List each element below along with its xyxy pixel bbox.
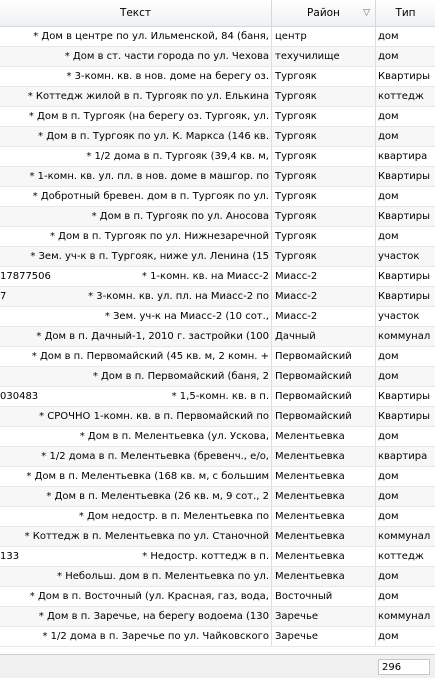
cell-text-value: * Добротный бревен. дом в п. Тургояк по ул. xyxy=(32,191,269,202)
cell-district[interactable]: Первомайский xyxy=(272,367,376,386)
cell-text-value: * Дом в п. Тургояк по ул. Нижнезаречной xyxy=(49,231,269,242)
table-row[interactable] xyxy=(0,167,435,187)
column-header-district[interactable] xyxy=(272,0,376,26)
cell-text[interactable] xyxy=(0,327,272,346)
cell-text-value: * Зем. уч-к на Миасс-2 (10 сот., xyxy=(104,311,269,322)
cell-type[interactable]: Квартиры xyxy=(378,411,431,422)
cell-text-value: * Дом в п. Мелентьевка (26 кв. м, 9 сот., 2 xyxy=(46,491,269,502)
cell-district[interactable]: Тургояк xyxy=(272,207,376,226)
cell-district[interactable]: Тургояк xyxy=(272,147,376,166)
cell-district[interactable]: Миасс-2 xyxy=(272,267,376,286)
table-row[interactable] xyxy=(0,567,435,587)
cell-text-value: * Дом в п. Тургояк по ул. К. Маркса (146 кв. xyxy=(38,131,269,142)
cell-district[interactable]: Первомайский xyxy=(272,387,376,406)
cell-type[interactable]: Квартиры xyxy=(378,271,431,282)
cell-district[interactable]: Тургояк xyxy=(272,187,376,206)
cell-type[interactable]: дом xyxy=(378,471,399,482)
cell-type[interactable]: Квартиры xyxy=(378,291,431,302)
cell-text[interactable] xyxy=(0,247,272,266)
table-row[interactable] xyxy=(0,427,435,447)
cell-type[interactable]: Квартиры xyxy=(378,71,431,82)
cell-type[interactable]: Квартиры xyxy=(378,391,431,402)
cell-text-value: * Дом в п. Дачный-1, 2010 г. застройки (100 xyxy=(36,331,269,342)
cell-text[interactable] xyxy=(0,607,272,626)
cell-district[interactable]: Тургояк xyxy=(272,167,376,186)
cell-type[interactable]: участок xyxy=(378,311,420,322)
cell-type[interactable]: коттедж xyxy=(378,91,424,102)
table-row[interactable] xyxy=(0,527,435,547)
table-row[interactable] xyxy=(0,227,435,247)
column-header-text[interactable] xyxy=(0,0,272,26)
cell-text[interactable] xyxy=(0,487,272,506)
table-row[interactable] xyxy=(0,187,435,207)
cell-district[interactable]: Заречье xyxy=(272,627,376,646)
table-row[interactable] xyxy=(0,447,435,467)
cell-type[interactable]: участок xyxy=(378,251,420,262)
cell-type[interactable]: дом xyxy=(378,351,399,362)
table-row[interactable] xyxy=(0,467,435,487)
table-row[interactable] xyxy=(0,107,435,127)
cell-text-value: * Дом в п. Заречье, на берегу водоема (130 xyxy=(38,611,269,622)
cell-text-value: * Дом недостр. в п. Мелентьевка по xyxy=(78,511,269,522)
cell-type[interactable]: квартира xyxy=(378,451,428,462)
cell-text-value: * Небольш. дом в п. Мелентьевка по ул. xyxy=(57,571,269,582)
cell-text-overflow-prefix: 7 xyxy=(0,291,7,302)
cell-text-value: * Дом в п. Восточный (ул. Красная, газ, вода, xyxy=(29,591,269,602)
cell-district[interactable]: Дачный xyxy=(272,327,376,346)
table-row[interactable] xyxy=(0,47,435,67)
table-row[interactable] xyxy=(0,267,435,287)
column-header-row xyxy=(0,0,435,27)
cell-text-value: * Дом в п. Тургояк (на берегу оз. Тургояк, ул. xyxy=(28,111,269,122)
cell-text[interactable] xyxy=(0,567,272,586)
table-row[interactable] xyxy=(0,27,435,47)
cell-district[interactable]: Первомайский xyxy=(272,347,376,366)
cell-text[interactable] xyxy=(0,347,272,366)
cell-text-value: * 1-комн. кв. на Миасс-2 xyxy=(141,271,269,282)
table-row[interactable] xyxy=(0,587,435,607)
cell-text[interactable] xyxy=(0,147,272,166)
cell-text[interactable] xyxy=(0,207,272,226)
cell-text[interactable] xyxy=(0,107,272,126)
table-row[interactable] xyxy=(0,287,435,307)
cell-text[interactable] xyxy=(0,47,272,66)
cell-text[interactable] xyxy=(0,287,272,306)
cell-district[interactable]: Первомайский xyxy=(272,407,376,426)
cell-text[interactable] xyxy=(0,527,272,546)
cell-district[interactable]: Мелентьевка xyxy=(272,567,376,586)
cell-district[interactable]: Мелентьевка xyxy=(272,487,376,506)
cell-text-value: * 3-комн. кв. ул. пл. на Миасс-2 по xyxy=(88,291,269,302)
cell-type[interactable]: дом xyxy=(378,31,399,42)
table-row[interactable] xyxy=(0,307,435,327)
column-header-type[interactable] xyxy=(376,0,435,26)
cell-text[interactable] xyxy=(0,427,272,446)
table-row[interactable] xyxy=(0,147,435,167)
cell-text-value: * Недостр. коттедж в п. xyxy=(142,551,269,562)
cell-district[interactable]: Мелентьевка xyxy=(272,507,376,526)
table-row[interactable] xyxy=(0,127,435,147)
table-row[interactable] xyxy=(0,627,435,647)
cell-text-value: * 1/2 дома в п. Тургояк (39,4 кв. м, xyxy=(86,151,269,162)
cell-text-value: * Дом в ст. части города по ул. Чехова xyxy=(64,51,269,62)
cell-type[interactable]: дом xyxy=(378,131,399,142)
cell-district[interactable]: Тургояк xyxy=(272,247,376,266)
cell-district[interactable]: Мелентьевка xyxy=(272,547,376,566)
table-row[interactable] xyxy=(0,487,435,507)
cell-text-value: * Зем. уч-к в п. Тургояк, ниже ул. Ленина (15 xyxy=(30,251,269,262)
cell-type[interactable]: дом xyxy=(378,371,399,382)
table-row[interactable] xyxy=(0,407,435,427)
cell-type[interactable]: квартира xyxy=(378,151,428,162)
cell-district[interactable]: Тургояк xyxy=(272,127,376,146)
cell-text[interactable] xyxy=(0,467,272,486)
cell-type[interactable]: дом xyxy=(378,51,399,62)
table-row[interactable] xyxy=(0,87,435,107)
cell-district[interactable]: Тургояк xyxy=(272,87,376,106)
table-row[interactable] xyxy=(0,67,435,87)
cell-type[interactable]: Квартиры xyxy=(378,171,431,182)
cell-text-value: * Дом в п. Мелентьевка (168 кв. м, с большим xyxy=(26,471,269,482)
cell-text[interactable] xyxy=(0,627,272,646)
cell-text[interactable] xyxy=(0,187,272,206)
table-row[interactable] xyxy=(0,207,435,227)
table-row[interactable] xyxy=(0,347,435,367)
sort-down-icon[interactable]: ▽ xyxy=(363,8,370,18)
cell-text-value: * Дом в п. Тургояк по ул. Аносова xyxy=(91,211,269,222)
cell-text[interactable] xyxy=(0,167,272,186)
cell-district[interactable]: центр xyxy=(272,27,376,46)
cell-district[interactable]: Мелентьевка xyxy=(272,427,376,446)
cell-district[interactable]: Мелентьевка xyxy=(272,447,376,466)
cell-type[interactable]: дом xyxy=(378,231,399,242)
cell-type[interactable]: коммунал xyxy=(378,531,431,542)
table-row[interactable] xyxy=(0,327,435,347)
table-body xyxy=(0,27,435,647)
cell-text[interactable] xyxy=(0,387,272,406)
cell-district[interactable]: Тургояк xyxy=(272,67,376,86)
table-row[interactable] xyxy=(0,607,435,627)
cell-district[interactable]: Заречье xyxy=(272,607,376,626)
cell-type[interactable]: дом xyxy=(378,631,399,642)
cell-text-value: * 3-комн. кв. в нов. доме на берегу оз. xyxy=(66,71,269,82)
cell-text[interactable] xyxy=(0,447,272,466)
cell-type[interactable]: дом xyxy=(378,491,399,502)
cell-type[interactable]: дом xyxy=(378,591,399,602)
cell-type[interactable]: коммунал xyxy=(378,611,431,622)
cell-text[interactable] xyxy=(0,27,272,46)
cell-type[interactable]: коммунал xyxy=(378,331,431,342)
cell-district[interactable]: Мелентьевка xyxy=(272,527,376,546)
cell-text-value: * 1/2 дома в п. Заречье по ул. Чайковского xyxy=(42,631,269,642)
cell-text-overflow-prefix: 17877506 xyxy=(0,271,51,282)
cell-text[interactable] xyxy=(0,367,272,386)
table-row[interactable] xyxy=(0,507,435,527)
cell-text-value: * 1/2 дома в п. Мелентьевка (бревенч., е/о, xyxy=(41,451,269,462)
cell-district[interactable]: техучилище xyxy=(272,47,376,66)
cell-text-overflow-prefix: 030483 xyxy=(0,391,39,402)
cell-type[interactable]: Квартиры xyxy=(378,211,431,222)
column-header-district-label: Район xyxy=(307,7,340,19)
cell-text[interactable] xyxy=(0,307,272,326)
column-header-type-label: Тип xyxy=(395,7,416,19)
cell-district[interactable]: Мелентьевка xyxy=(272,467,376,486)
cell-district[interactable]: Восточный xyxy=(272,587,376,606)
cell-type[interactable]: коттедж xyxy=(378,551,424,562)
cell-text[interactable] xyxy=(0,227,272,246)
cell-type[interactable]: дом xyxy=(378,431,399,442)
cell-district[interactable]: Тургояк xyxy=(272,227,376,246)
cell-text[interactable] xyxy=(0,507,272,526)
cell-text-value: * Дом в п. Мелентьевка (ул. Ускова, xyxy=(79,431,269,442)
cell-text-value: * 1-комн. кв. ул. пл. в нов. доме в машгор. по xyxy=(29,171,269,182)
table-row[interactable] xyxy=(0,387,435,407)
cell-text-value: * Коттедж жилой в п. Тургояк по ул. Елькина xyxy=(27,91,269,102)
cell-text[interactable] xyxy=(0,67,272,86)
cell-text-value: * СРОЧНО 1-комн. кв. в п. Первомайский по xyxy=(39,411,269,422)
cell-text-value: * Дом в п. Первомайский (баня, 2 xyxy=(92,371,269,382)
cell-text-value: * Дом в центре по ул. Ильменской, 84 (баня, xyxy=(33,31,269,42)
table-row[interactable] xyxy=(0,367,435,387)
cell-text[interactable] xyxy=(0,587,272,606)
cell-text-value: * Коттедж в п. Мелентьевка по ул. Станочной xyxy=(24,531,269,542)
cell-district[interactable]: Тургояк xyxy=(272,107,376,126)
cell-type[interactable]: дом xyxy=(378,571,399,582)
cell-text[interactable] xyxy=(0,547,272,566)
cell-text[interactable] xyxy=(0,87,272,106)
status-bar xyxy=(0,654,435,678)
cell-text-value: * 1,5-комн. кв. в п. xyxy=(171,391,269,402)
table-row[interactable] xyxy=(0,247,435,267)
cell-district[interactable]: Миасс-2 xyxy=(272,287,376,306)
record-count-field: 296 xyxy=(378,659,430,675)
column-header-text-label: Текст xyxy=(119,7,152,19)
table-row[interactable] xyxy=(0,547,435,567)
cell-text-value: * Дом в п. Первомайский (45 кв. м, 2 комн. + xyxy=(31,351,269,362)
cell-type[interactable]: дом xyxy=(378,511,399,522)
cell-district[interactable]: Миасс-2 xyxy=(272,307,376,326)
cell-type[interactable]: дом xyxy=(378,191,399,202)
cell-text[interactable] xyxy=(0,407,272,426)
cell-text-overflow-prefix: 133 xyxy=(0,551,20,562)
cell-type[interactable]: дом xyxy=(378,111,399,122)
cell-text[interactable] xyxy=(0,127,272,146)
cell-text[interactable] xyxy=(0,267,272,286)
